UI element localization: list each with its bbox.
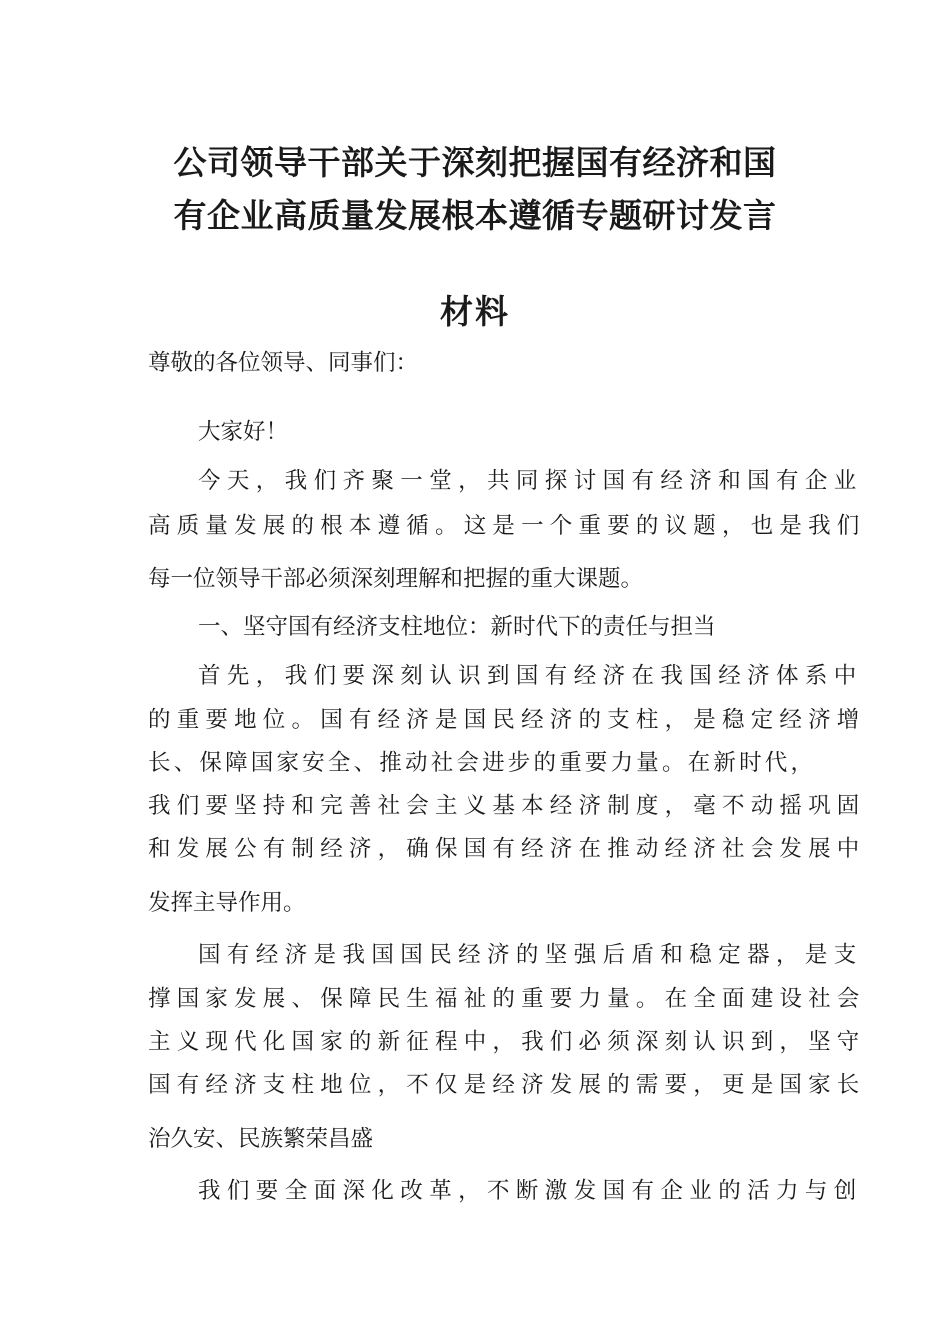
paragraph-3-line-1: 国有经济是我国国民经济的坚强后盾和稳定器，是支: [198, 942, 863, 968]
paragraph-1-line-2: 高质量发展的根本遵循。这是一个重要的议题，也是我们: [148, 513, 866, 539]
paragraph-2-line-1: 首先，我们要深刻认识到国有经济在我国经济体系中: [198, 663, 863, 689]
paragraph-2-line-5: 和发展公有制经济，确保国有经济在推动经济社会发展中: [148, 836, 866, 862]
greeting: 大家好！: [198, 419, 289, 445]
paragraph-3-line-3: 主义现代化国家的新征程中，我们必须深刻认识到，坚守: [148, 1029, 866, 1055]
section-heading-1: 一、坚守国有经济支柱地位：新时代下的责任与担当: [198, 614, 716, 640]
title-line-1: 公司领导干部关于深刻把握国有经济和国: [173, 143, 777, 182]
paragraph-2-line-2: 的重要地位。国有经济是国民经济的支柱，是稳定经济增: [148, 707, 866, 733]
paragraph-3-line-4: 国有经济支柱地位，不仅是经济发展的需要，更是国家长: [148, 1072, 866, 1098]
title-line-3: 材料: [440, 292, 510, 331]
paragraph-2-line-4: 我们要坚持和完善社会主义基本经济制度，毫不动摇巩固: [148, 793, 866, 819]
paragraph-3-line-5: 治久安、民族繁荣昌盛: [148, 1126, 374, 1152]
paragraph-2-line-3: 长、保障国家安全、推动社会进步的重要力量。在新时代，: [148, 750, 817, 776]
title-line-2: 有企业高质量发展根本遵循专题研讨发言: [173, 196, 777, 235]
paragraph-3-line-2: 撑国家发展、保障民生福祉的重要力量。在全面建设社会: [148, 986, 866, 1012]
salutation: 尊敬的各位领导、同事们：: [148, 350, 419, 376]
paragraph-2-line-6: 发挥主导作用。: [148, 890, 306, 916]
paragraph-4-line-1: 我们要全面深化改革，不断激发国有企业的活力与创: [198, 1178, 863, 1204]
paragraph-1-line-3: 每一位领导干部必须深刻理解和把握的重大课题。: [148, 566, 644, 592]
paragraph-1-line-1: 今天，我们齐聚一堂，共同探讨国有经济和国有企业: [198, 468, 863, 494]
